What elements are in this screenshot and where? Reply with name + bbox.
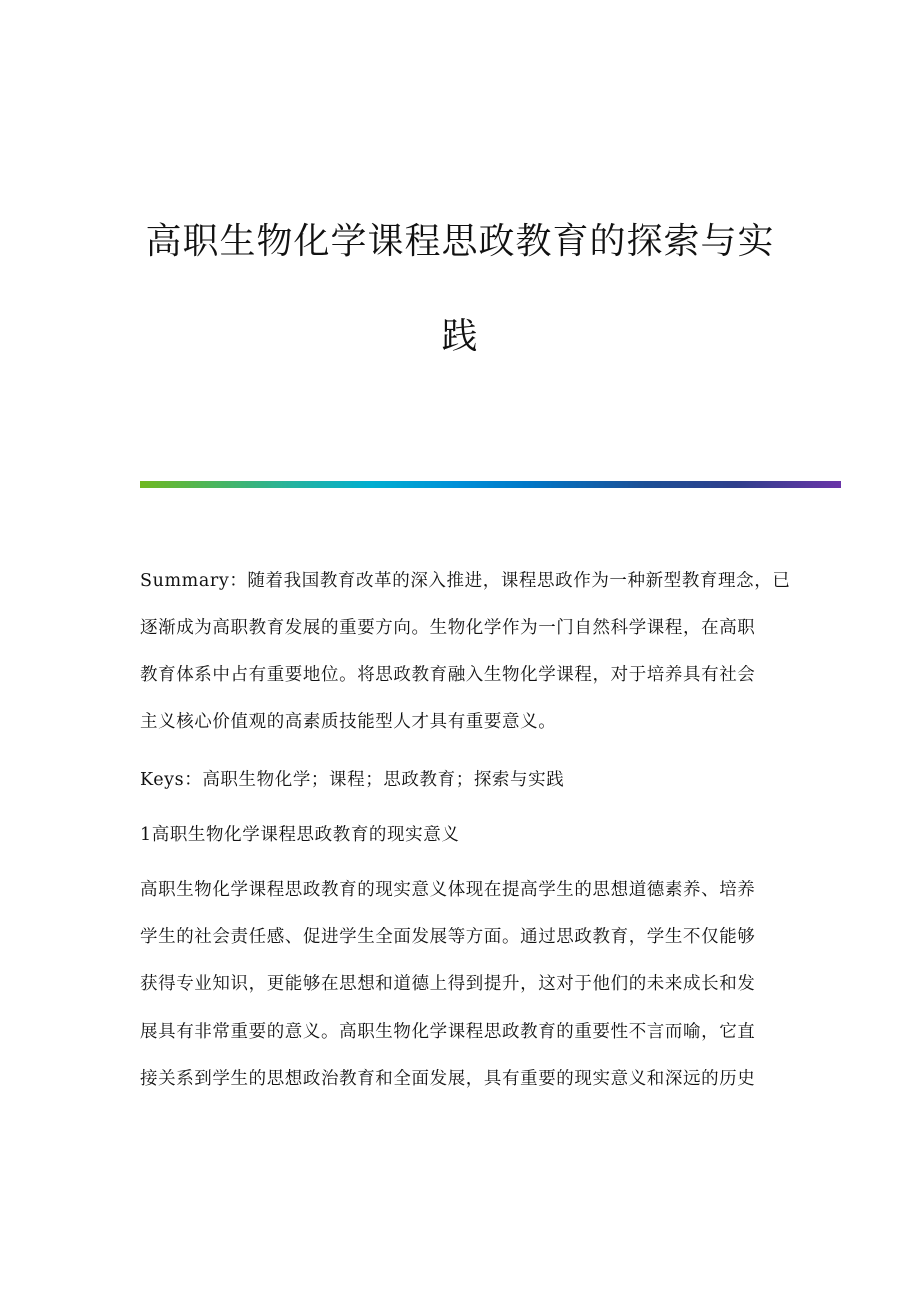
body-line: 获得专业知识，更能够在思想和道德上得到提升，这对于他们的未来成长和发 (140, 974, 756, 994)
summary-line: Summary：随着我国教育改革的深入推进，课程思政作为一种新型教育理念，已 (140, 571, 791, 591)
title-divider-bar (140, 481, 841, 488)
summary-line: 逐渐成为高职教育发展的重要方向。生物化学作为一门自然科学课程，在高职 (140, 618, 756, 638)
document-title-line-1: 高职生物化学课程思政教育的探索与实 (145, 221, 775, 262)
section-heading: 1高职生物化学课程思政教育的现实意义 (140, 825, 460, 845)
body-line: 学生的社会责任感、促进学生全面发展等方面。通过思政教育，学生不仅能够 (140, 927, 756, 947)
document-title-line-2: 践 (441, 316, 479, 357)
keywords: Keys：高职生物化学；课程；思政教育；探索与实践 (140, 770, 565, 790)
body-line: 接关系到学生的思想政治教育和全面发展，具有重要的现实意义和深远的历史 (140, 1069, 756, 1089)
body-line: 展具有非常重要的意义。高职生物化学课程思政教育的重要性不言而喻，它直 (140, 1022, 756, 1042)
summary-line: 主义核心价值观的高素质技能型人才具有重要意义。 (140, 712, 557, 732)
body-line: 高职生物化学课程思政教育的现实意义体现在提高学生的思想道德素养、培养 (140, 880, 756, 900)
summary-line: 教育体系中占有重要地位。将思政教育融入生物化学课程，对于培养具有社会 (140, 665, 756, 685)
